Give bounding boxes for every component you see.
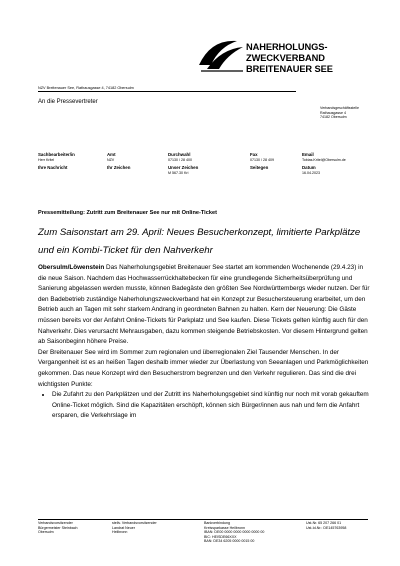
footer [38,521,368,545]
contact-col-clerk: Sachbearbeiter/in Herr Kritel [38,152,75,162]
org-name [246,42,333,75]
press-release-label: Pressemitteilung: Zutritt zum Breitenauer See nur mit Online-Ticket [38,210,217,216]
contact-col-phone: Durchwahl 07130 / 28 400 [168,152,192,162]
office-line: 74182 Obersulm [320,115,347,120]
contact-col-fax: Fax 07130 / 28 409 [250,152,274,162]
org-line: ZWECKVERBAND [246,53,325,63]
paragraph: Der Breitenauer See wird im Sommer zum regionalen und überregionalen Ziel Tausender Menschen. In der Vergangenheit ist es an heißen Tagen deshalb immer wieder zur Überlastung von Seeanlagen und Parkmöglichkeiten gekommen. Das neue Konzept wird den Besucherstrom begrenzen und den Verkehr regulieren. Das sind die drei wichtigsten Punkte: [38,348,369,388]
contact-col-date: Datum 16.04.2023 [302,165,320,175]
office-line: Verbandsgeschäftsstelle [320,106,359,110]
lake-logo-icon [197,35,247,73]
contact-col-our-ref: Unser Zeichen M 567.30 Kri [168,165,199,175]
location: Obersulm/Löwenstein [38,264,105,271]
office-address [320,106,359,120]
contact-col-office: Amt NZV [107,152,116,162]
contact-col-pages: Seitegen [250,165,269,170]
org-line: NAHERHOLUNGS- [246,42,328,52]
body-text [38,263,370,422]
org-line: BREITENAUER SEE [246,64,333,74]
bullet-list [38,390,370,422]
office-line: Rathausgasse 4 [320,110,346,115]
headline: Zum Saisonstart am 29. April: Neues Besucherkonzept, limitierte Parkplätze und ein Kombi-Ticket für den Nahverkehr [38,227,361,256]
paragraph: Obersulm/Löwenstein Das Naherholungsgebiet Breitenauer See startet am kommenden Wochenende (29.4.23) in die neue Saison. Nachdem das Hochwasserrückhaltebecken für eine grundlegende Sicherheitsüberprüfung und Sanierung abgelassen werden musste, können Badegäste den größten See Nordwürttembergs wieder nutzen. Der für den Badebetrieb zuständige Naherholungszweckverband hat ein Konzept zur Besuchersteuerung erarbeitet, um den Betrieb auch an Tagen mit sehr starkem Andrang in geordneten Bahnen zu halten. Kern der Neuerung: Die Gäste müssen bereits vor der Anfahrt Online-Tickets für Parkplatz und See kaufen. Diese Tickets gelten künftig auch für den Nahverkehr. Dies verursacht Mehrausgaben, dazu kommen steigende Betriebskosten. Vor diesem Hintergrund gelten ab Saisonbeginn höhere Preise. [38,264,370,346]
list-item: • Die Zufahrt zu den Parkplätzen und der Zutritt ins Naherholungsgebiet sind künftig nur noch mit vorab gekauftem Online-Ticket möglich. Sind die Kapazitäten erschöpft, können sich Bürger/innen aus nah und fern die Anfahrt ersparen, die Verkehrslage im [52,390,370,422]
sender-return-address: NZV Breitenauer See, Rathausgasse 4, 74182 Obersulm [38,86,296,92]
footer-col-bank: Bankverbindung Kreissparkasse Heilbronn IBAN: DE00 0000 0000 0000 0000 00 BIC: HEISDE66XXX BAN: DE34 6205 0000 0015 00 [204,521,265,544]
footer-col-chair: Verbandsvorsitzender Bürgermeister Steinbach Obersulm [38,521,78,535]
recipient: An die Pressevertreter [38,99,98,105]
footer-col-tax: Ust-Nr. 65 207 266 01 Ust-Id-Nr.: DE145763958 [306,521,347,530]
contact-header [38,153,368,203]
footer-divider [38,519,368,520]
contact-col-email: Email Tobias.Kritel@Obersulm.de [302,152,346,162]
contact-col-your-ref: Ihr Zeichen [107,165,131,170]
footer-col-deputy: stellv. Verbandsvorsitzender Landrat Neuer Heilbronn [112,521,157,535]
contact-col-your-message: Ihre Nachricht [38,165,68,170]
